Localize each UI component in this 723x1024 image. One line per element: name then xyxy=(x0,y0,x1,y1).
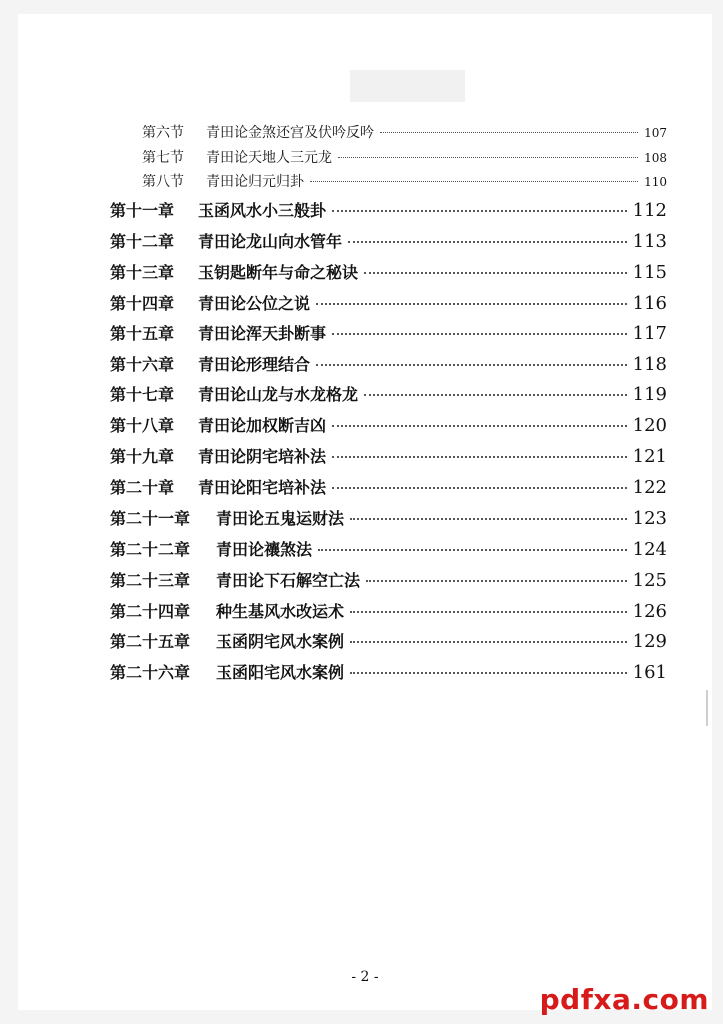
chapter-page-number: 115 xyxy=(632,262,667,283)
leader-dots xyxy=(350,672,627,674)
chapter-label: 第二十四章 xyxy=(110,602,191,621)
leader-dots xyxy=(332,425,627,427)
leader-dots xyxy=(318,549,627,551)
toc-chapter-row[interactable] xyxy=(110,321,667,344)
chapter-label: 第二十章 xyxy=(110,478,175,497)
section-title: 青田论天地人三元龙 xyxy=(206,150,332,166)
toc-section-row[interactable] xyxy=(142,147,667,167)
chapter-title: 青田论五鬼运财法 xyxy=(216,509,345,528)
toc-chapter-row[interactable] xyxy=(110,198,667,221)
toc-chapter-row[interactable] xyxy=(110,291,667,314)
chapter-title: 青田论公位之说 xyxy=(198,294,311,313)
section-page-number: 110 xyxy=(644,175,667,189)
chapter-page-number: 161 xyxy=(632,662,667,683)
chapter-label: 第十八章 xyxy=(110,416,175,435)
chapter-page-number: 123 xyxy=(632,508,667,529)
toc-chapter-row[interactable] xyxy=(110,568,667,591)
chapter-title: 种生基风水改运术 xyxy=(216,602,345,621)
toc-chapter-row[interactable] xyxy=(110,413,667,436)
toc-chapter-row[interactable] xyxy=(110,382,667,405)
page-number: - 2 - xyxy=(351,969,379,985)
chapter-title: 青田论禳煞法 xyxy=(216,540,313,559)
chapter-label: 第二十三章 xyxy=(110,571,191,590)
chapter-page-number: 120 xyxy=(632,415,667,436)
chapter-title: 青田论龙山向水管年 xyxy=(198,232,343,251)
chapter-page-number: 126 xyxy=(632,601,667,622)
chapter-label: 第十一章 xyxy=(110,201,175,220)
chapter-page-number: 129 xyxy=(632,631,667,652)
chapter-label: 第十五章 xyxy=(110,324,175,343)
chapter-page-number: 122 xyxy=(632,477,667,498)
toc-chapter-row[interactable] xyxy=(110,475,667,498)
leader-dots xyxy=(350,641,627,643)
leader-dots xyxy=(332,487,627,489)
chapter-title: 青田论加权断吉凶 xyxy=(198,416,327,435)
leader-dots xyxy=(332,210,627,212)
chapter-page-number: 119 xyxy=(632,384,667,405)
chapter-label: 第十六章 xyxy=(110,355,175,374)
leader-dots xyxy=(332,333,627,335)
chapter-page-number: 124 xyxy=(632,539,667,560)
toc-chapter-row[interactable] xyxy=(110,506,667,529)
chapter-label: 第十二章 xyxy=(110,232,175,251)
chapter-page-number: 125 xyxy=(632,570,667,591)
leader-dots xyxy=(350,518,627,520)
chapter-title: 青田论形理结合 xyxy=(198,355,311,374)
toc-chapter-row[interactable] xyxy=(110,229,667,252)
chapter-title: 玉钥匙断年与命之秘诀 xyxy=(198,263,359,282)
chapter-label: 第十四章 xyxy=(110,294,175,313)
leader-dots xyxy=(316,303,627,305)
chapter-title: 玉函阳宅风水案例 xyxy=(216,663,345,682)
chapter-page-number: 117 xyxy=(632,323,667,344)
chapter-label: 第二十一章 xyxy=(110,509,191,528)
chapter-label: 第二十五章 xyxy=(110,632,191,651)
leader-dots xyxy=(310,181,638,182)
leader-dots xyxy=(366,580,627,582)
chapter-label: 第二十六章 xyxy=(110,663,191,682)
toc-chapter-row[interactable] xyxy=(110,352,667,375)
watermark-logo: pdfxa.com xyxy=(539,983,709,1016)
chapter-page-number: 113 xyxy=(632,231,667,252)
leader-dots xyxy=(350,611,627,613)
toc-chapter-row[interactable] xyxy=(110,629,667,652)
leader-dots xyxy=(316,364,627,366)
document-page xyxy=(18,14,712,1010)
toc-chapter-row[interactable] xyxy=(110,444,667,467)
leader-dots xyxy=(380,132,638,133)
chapter-page-number: 112 xyxy=(632,200,667,221)
chapter-page-number: 118 xyxy=(632,354,667,375)
toc-chapter-row[interactable] xyxy=(110,537,667,560)
toc-chapter-row[interactable] xyxy=(110,599,667,622)
chapter-title: 玉函风水小三般卦 xyxy=(198,201,327,220)
section-label: 第七节 xyxy=(142,150,184,166)
toc-chapter-row[interactable] xyxy=(110,260,667,283)
chapter-title: 青田论阴宅培补法 xyxy=(198,447,327,466)
section-title: 青田论金煞还宫及伏吟反吟 xyxy=(206,125,374,141)
chapter-title: 青田论下石解空亡法 xyxy=(216,571,361,590)
chapter-label: 第十九章 xyxy=(110,447,175,466)
leader-dots xyxy=(364,272,627,274)
chapter-title: 青田论浑天卦断事 xyxy=(198,324,327,343)
chapter-title: 青田论阳宅培补法 xyxy=(198,478,327,497)
section-page-number: 107 xyxy=(644,126,667,140)
leader-dots xyxy=(332,456,627,458)
chapter-title: 玉函阴宅风水案例 xyxy=(216,632,345,651)
chapter-label: 第十三章 xyxy=(110,263,175,282)
section-label: 第八节 xyxy=(142,174,184,190)
section-title: 青田论归元归卦 xyxy=(206,174,304,190)
chapter-label: 第十七章 xyxy=(110,385,175,404)
toc-section-row[interactable] xyxy=(142,122,667,142)
chapter-page-number: 121 xyxy=(632,446,667,467)
toc-section-row[interactable] xyxy=(142,171,667,191)
toc-chapter-row[interactable] xyxy=(110,660,667,683)
section-label: 第六节 xyxy=(142,125,184,141)
chapter-label: 第二十二章 xyxy=(110,540,191,559)
chapter-page-number: 116 xyxy=(632,293,667,314)
leader-dots xyxy=(348,241,627,243)
chapter-title: 青田论山龙与水龙格龙 xyxy=(198,385,359,404)
leader-dots xyxy=(338,157,638,158)
section-page-number: 108 xyxy=(644,151,667,165)
leader-dots xyxy=(364,394,627,396)
table-of-contents xyxy=(18,14,712,1010)
